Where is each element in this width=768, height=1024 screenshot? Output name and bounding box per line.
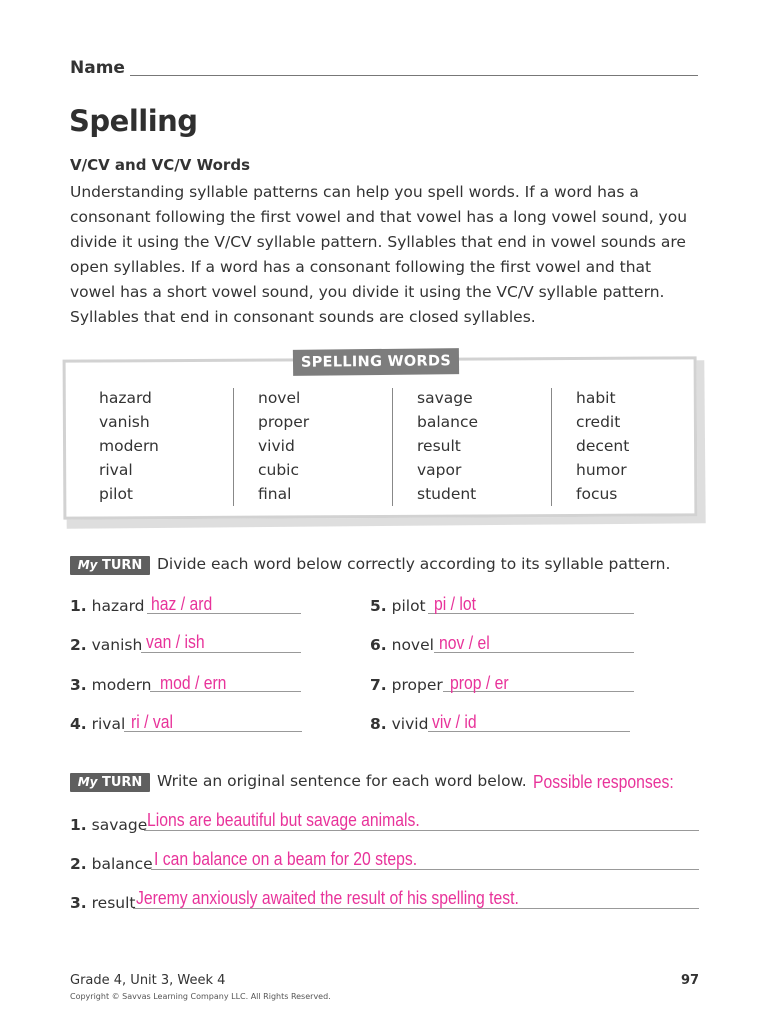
- intro-line: divide it using the V/CV syllable pattern. Syllables that end in vowel sounds are: [70, 233, 686, 251]
- column-divider: [551, 388, 552, 506]
- sentence-question-2: [70, 855, 153, 873]
- intro-line: open syllables. If a word has a consonant following the first vowel and that: [70, 258, 652, 276]
- badge-turn-text: TURN: [101, 558, 143, 573]
- question-word: vanish: [91, 636, 143, 654]
- intro-paragraph: [70, 180, 710, 330]
- intro-line: vowel has a short vowel sound, you divide it using the VC/V syllable pattern.: [70, 283, 665, 301]
- question-number: 1.: [70, 816, 87, 834]
- question-3: [70, 676, 152, 694]
- question-5: [370, 597, 426, 615]
- spelling-word: humor: [576, 461, 627, 479]
- spelling-word: final: [258, 485, 292, 503]
- my-turn-badge: [70, 556, 150, 575]
- answer-6: nov / el: [439, 632, 490, 653]
- question-2: [70, 636, 142, 654]
- answer-2: van / ish: [146, 631, 205, 652]
- sentence-answer-2: I can balance on a beam for 20 steps.: [154, 848, 418, 869]
- column-divider: [392, 388, 393, 506]
- spelling-word: cubic: [258, 461, 300, 479]
- answer-7: prop / er: [450, 672, 509, 693]
- question-1: [70, 597, 145, 615]
- question-word: novel: [391, 636, 434, 654]
- question-word: pilot: [391, 597, 426, 615]
- intro-line: Syllables that end in consonant sounds are closed syllables.: [70, 308, 536, 326]
- word-column-4: [576, 386, 706, 506]
- answer-5: pi / lot: [434, 593, 476, 614]
- copyright-notice: Copyright © Savvas Learning Company LLC. All Rights Reserved.: [70, 992, 331, 1001]
- section-subheading: V/CV and VC/V Words: [70, 156, 250, 174]
- answer-8: viv / id: [432, 711, 477, 732]
- spelling-word: hazard: [99, 389, 152, 407]
- intro-line: consonant following the first vowel and that vowel has a long vowel sound, you: [70, 208, 688, 226]
- question-word: modern: [91, 676, 152, 694]
- question-number: 3.: [70, 676, 87, 694]
- sentence-question-3: [70, 894, 135, 912]
- question-word: proper: [391, 676, 443, 694]
- answer-3: mod / ern: [160, 672, 227, 693]
- possible-responses-note: Possible responses:: [533, 771, 674, 792]
- question-word: savage: [91, 816, 148, 834]
- question-word: rival: [91, 715, 126, 733]
- badge-turn-text: TURN: [101, 775, 143, 790]
- question-6: [370, 636, 434, 654]
- page-number: 97: [681, 973, 700, 988]
- word-column-2: [258, 386, 388, 506]
- question-7: [370, 676, 443, 694]
- page-title: Spelling: [69, 104, 198, 138]
- name-field-line[interactable]: [130, 75, 698, 76]
- sentence-question-1: [70, 816, 147, 834]
- word-column-1: [99, 386, 229, 506]
- badge-my-text: My: [77, 558, 98, 572]
- spelling-word: vivid: [258, 437, 295, 455]
- question-4: [70, 715, 125, 733]
- question-number: 7.: [370, 676, 387, 694]
- badge-my-text: My: [77, 775, 98, 789]
- intro-line: Understanding syllable patterns can help you spell words. If a word has a: [70, 183, 639, 201]
- question-number: 2.: [70, 636, 87, 654]
- answer-1: haz / ard: [151, 593, 213, 614]
- answer-4: ri / val: [131, 711, 173, 732]
- question-word: result: [91, 894, 136, 912]
- spelling-word: balance: [417, 413, 479, 431]
- question-number: 8.: [370, 715, 387, 733]
- question-word: balance: [91, 855, 153, 873]
- word-column-3: [417, 386, 547, 506]
- spelling-word: focus: [576, 485, 618, 503]
- spelling-word: pilot: [99, 485, 134, 503]
- sentence-answer-3: Jeremy anxiously awaited the result of his spelling test.: [136, 887, 519, 908]
- question-word: vivid: [391, 715, 429, 733]
- sentence-answer-1: Lions are beautiful but savage animals.: [147, 809, 420, 830]
- question-number: 4.: [70, 715, 87, 733]
- spelling-words-label: SPELLING WORDS: [293, 348, 459, 376]
- my-turn-badge: [70, 773, 150, 792]
- spelling-word: decent: [576, 437, 630, 455]
- question-8: [370, 715, 428, 733]
- question-number: 5.: [370, 597, 387, 615]
- spelling-word: savage: [417, 389, 473, 407]
- spelling-word: student: [417, 485, 477, 503]
- question-number: 2.: [70, 855, 87, 873]
- question-number: 3.: [70, 894, 87, 912]
- spelling-word: vanish: [99, 413, 150, 431]
- spelling-word: result: [417, 437, 461, 455]
- section1-instruction: Divide each word below correctly according to its syllable pattern.: [157, 555, 671, 573]
- spelling-word: credit: [576, 413, 621, 431]
- spelling-word: habit: [576, 389, 616, 407]
- section2-instruction: Write an original sentence for each word below.: [157, 772, 527, 790]
- spelling-word: proper: [258, 413, 310, 431]
- grade-info: Grade 4, Unit 3, Week 4: [70, 973, 226, 988]
- question-number: 1.: [70, 597, 87, 615]
- question-number: 6.: [370, 636, 387, 654]
- question-word: hazard: [91, 597, 145, 615]
- name-label: Name: [70, 58, 125, 78]
- spelling-word: vapor: [417, 461, 462, 479]
- column-divider: [233, 388, 234, 506]
- spelling-word: rival: [99, 461, 133, 479]
- spelling-word: novel: [258, 389, 301, 407]
- spelling-word: modern: [99, 437, 159, 455]
